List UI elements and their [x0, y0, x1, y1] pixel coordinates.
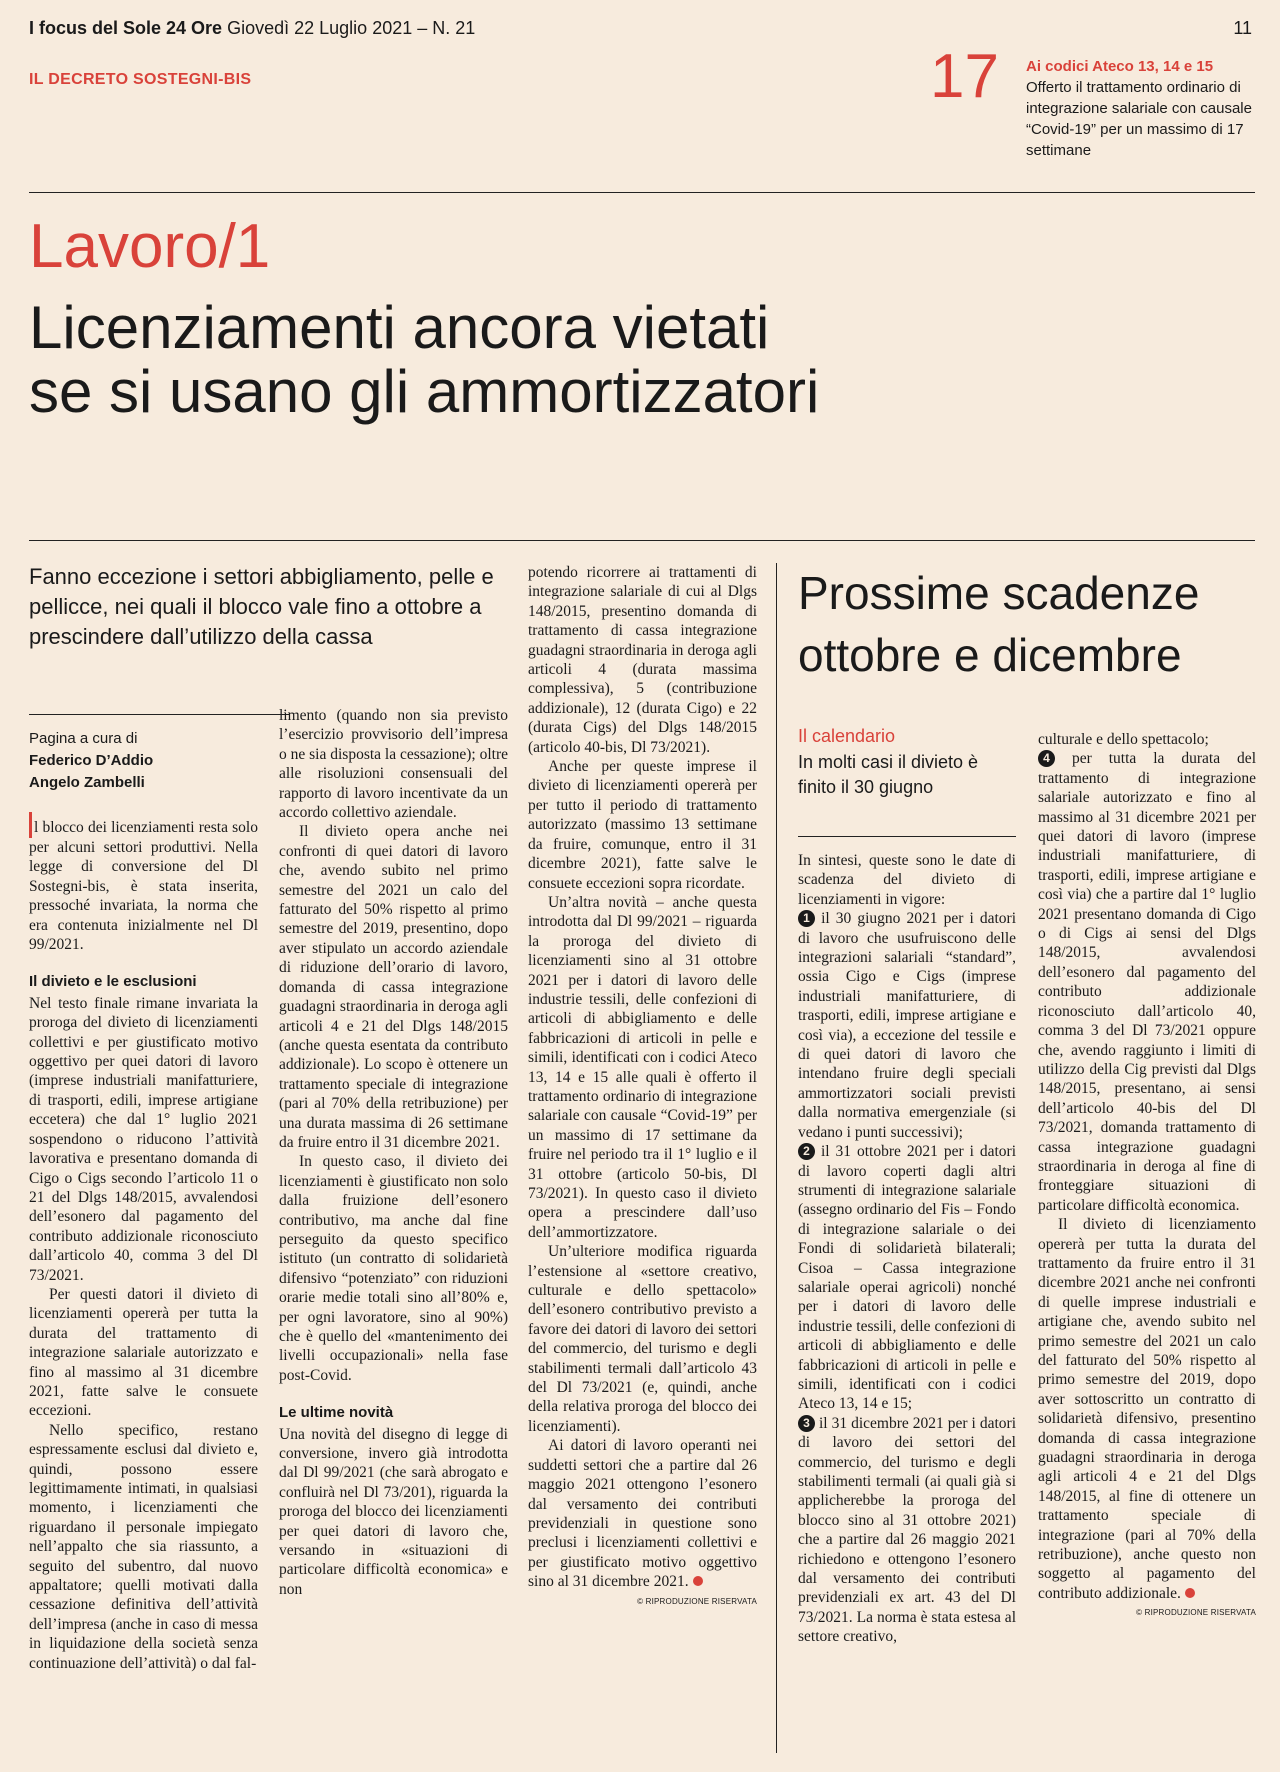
- headline-line-1: Licenziamenti ancora vietati: [29, 294, 770, 361]
- list-item: [798, 1142, 1016, 1414]
- list-item: [798, 909, 1016, 1142]
- paragraph: Nello specifico, restano espressamente esclusi dal divieto e, quindi, possono essere legittimamente intimati, in qualsiasi momento, i licenziamenti che riguardano il personale impiegato nell’appalto che sia riassunto, a seguito del subentro, dal nuovo appaltatore; quelli motivati dalla cessazione definitiva dell’attività dell’impresa (anche in caso di messa in liquidazione della società senza continuazione dell’attività) o dal fal-: [29, 1421, 258, 1672]
- teaser-box: [1026, 56, 1256, 161]
- paragraph: limento (quando non sia previsto l’esercizio provvisorio dell’impresa o ne sia disposta la cessazione); oltre alle risoluzioni consensuali del rapporto di lavoro incentivate da un accordo collettivo aziendale.: [279, 707, 508, 822]
- article-kicker: Lavoro/1: [29, 212, 271, 281]
- list-item: [798, 1414, 1016, 1647]
- calendar-divider: [798, 836, 1016, 837]
- teaser-title: Ai codici Ateco 13, 14 e 15: [1026, 58, 1214, 75]
- author-name: Angelo Zambelli: [29, 774, 145, 791]
- paragraph: In questo caso, il divieto dei licenziamenti è giustificato non solo dalla fruizione dell’esonero contributivo, ma anche dal fine perseguito da questo specifico istituto (un contratto di solidarietà difensivo “potenziato” con riduzioni orarie medie totali sino all’80% e, per ogni lavoratore, sino al 90%) che è quello del «mantenimento dei livelli occupazionali» nella fase post-Covid.: [279, 1153, 508, 1384]
- section-label: IL DECRETO SOSTEGNI-BIS: [29, 71, 252, 88]
- calendar-subtitle: In molti casi il divieto è finito il 30 giugno: [798, 752, 979, 797]
- paragraph: [528, 1436, 757, 1591]
- box-column-1: [798, 851, 1016, 1647]
- paragraph: Per questi datori il divieto di licenziamenti opererà per tutta la durata del trattamento di integrazione salariale autorizzato e fino al massimo al 31 dicembre 2021, fatte salve le consuete eccezioni.: [29, 1285, 258, 1420]
- list-item: [1038, 749, 1256, 1215]
- number-badge: 3: [798, 1415, 815, 1432]
- teaser-text: Offerto il trattamento ordinario di integrazione salariale con causale “Covid-19” per un massimo di 17 settimane: [1026, 79, 1252, 159]
- page-header: [29, 18, 475, 39]
- article-column-2: [279, 706, 508, 1599]
- paragraph: Il divieto opera anche nei confronti di quei datori di lavoro che, avendo subito nel primo semestre del 2021 un calo del fatturato del 50% rispetto al primo semestre del 2019, presentino, dopo aver stipulato un accordo aziendale di riduzione dell’orario di lavoro, domanda di cassa integrazione guadagni straordinaria in deroga agli articoli 4 e 21 del Dlgs 148/2015 (anche questa esentata da contributo addizionale). Lo scopo è ottenere un trattamento speciale di integrazione (pari al 70% della retribuzione) per una durata massima di 26 settimane da fruire entro il 31 dicembre 2021.: [279, 823, 508, 1151]
- paragraph: potendo ricorrere ai trattamenti di integrazione salariale di cui al Dlgs 148/2015, presentino domanda di trattamento di cassa integrazione guadagni straordinaria in deroga agli articoli 4 (durata massima complessiva), 5 (contribuzione addizionale), 12 (durata Cigo) e 22 (durata Cigs) del Dlgs 148/2015 (articolo 40-bis, Dl 73/2021).: [528, 564, 757, 756]
- byline-label: Pagina a cura di: [29, 730, 138, 747]
- copyright-note: © RIPRODUZIONE RISERVATA: [1136, 1608, 1256, 1618]
- paragraph: Nel testo finale rimane invariata la proroga del divieto di licenziamenti collettivi e per giustificato motivo oggettivo per quei datori di lavoro (imprese industriali manifatturiere, di trasporti, edili, imprese artigiane eccetera) che dal 1° luglio 2021 sospendono o riducono l’attività lavorativa e presentano domanda di Cigo o Cigs secondo l’articolo 11 o 21 del Dlgs 148/2015, avvalendosi dell’esonero dal pagamento del contributo addizionale riconosciuto dall’articolo 40, comma 3 del Dl 73/2021.: [29, 994, 258, 1284]
- column-separator: [776, 563, 777, 1753]
- paragraph: Una novità del disegno di legge di conversione, invero già introdotta dal Dl 99/2021 (che sarà abrogato e confluirà nel Dl 73/201), riguarda la proroga del blocco dei licenziamenti per quei datori di lavoro che, versando in «situazioni di particolare difficoltà economica» e non: [279, 1425, 508, 1598]
- top-divider: [29, 192, 1255, 193]
- list-item-text: il 31 dicembre 2021 per i datori di lavoro dei settori del commercio, del turismo e degli stabilimenti termali (ai quali già si applicherebbe la proroga del blocco sino al 31 ottobre 2021) che a partire dal 26 maggio 2021 richiedono e ottengono l’esonero dal versamento dei contributi previdenziali ex art. 43 del Dl 73/2021. La norma è stata estesa al settore creativo,: [798, 1414, 1017, 1646]
- copyright-note: © RIPRODUZIONE RISERVATA: [637, 1596, 757, 1606]
- list-item-text: per tutta la durata del trattamento di integrazione salariale autorizzato e fino al massimo al 31 dicembre 2021 per quei datori di lavoro (imprese industriali manifatturiere, di trasporti, edili, imprese artigiane e così via) che a partire dal 1° luglio 2021 presentano domanda di Cigo o di Cigs ai sensi del Dlgs 148/2015, avvalendosi dell’esonero dal pagamento del contributo addizionale riconosciuto dall’articolo 40, comma 3 del Dl 73/2021 oppure che, avendo raggiunto i limiti di utilizzo della Cig previsti dal Dlgs 148/2015, presentano, ai sensi dell’articolo 40-bis del Dl 73/2021, domanda trattamento di cassa integrazione guadagni straordinaria in deroga al fine di fronteggiare situazioni di particolare difficoltà economica.: [1038, 750, 1256, 1214]
- paragraph: Un’altra novità – anche questa introdotta dal Dl 99/2021 – riguarda la proroga del divieto di licenziamenti sino al 31 ottobre 2021 per i datori di lavoro delle industrie tessili, delle confezioni di articoli di abbigliamento e delle fabbricazioni di articoli in pelle e simili, identificati con i codici Ateco 13, 14 e 15 alle quali è offerto il trattamento ordinario di integrazione salariale con causale “Covid-19” per un massimo di 17 settimane da fruire nel periodo tra il 1° luglio e il 31 ottobre (articolo 50-bis, Dl 73/2021). In questo caso il divieto opera a prescindere dall’uso dell’ammortizzatore.: [528, 893, 757, 1241]
- subheading: Le ultime novità: [279, 1404, 394, 1422]
- paragraph-text: l blocco dei licenziamenti resta solo per alcuni settori produttivi. Nella legge di conversione del Dl Sostegni-bis, è stata inserita, pressoché invariata, la norma che era contenuta inizialmente nel Dl 99/2021.: [29, 819, 258, 954]
- end-mark: [693, 1576, 703, 1586]
- article-column-1: [29, 812, 258, 1673]
- drop-cap-mark: [29, 812, 32, 838]
- paragraph: Un’ulteriore modifica riguarda l’estensione al «settore creativo, culturale e dello spettacolo» dell’esonero contributivo previsto a favore dei datori di lavoro dei settori del commercio, del turismo e degli stabilimenti termali dall’articolo 43 del Dl 73/2021 (e, quindi, anche della relativa proroga del blocco dei licenziamenti).: [528, 1243, 757, 1435]
- byline-divider: [29, 714, 289, 715]
- list-item-text: il 30 giugno 2021 per i datori di lavoro che usufruiscono delle integrazioni salariali “standard”, ossia Cigo e Cigs (imprese industriali manifatturiere, di trasporti, edili, imprese artigiane e così via), a eccezione del tessile e di quei datori di lavoro che intendano fruire degli speciali ammortizzatori sociali previsti dalla normativa emergenziale (si vedano i punti successivi);: [798, 910, 1017, 1141]
- number-badge: 2: [798, 1143, 815, 1160]
- issue-date: Giovedì 22 Luglio 2021 – N. 21: [227, 18, 476, 38]
- paragraph: [29, 812, 258, 954]
- subheading: Il divieto e le esclusioni: [29, 973, 197, 991]
- author-name: Federico D’Addio: [29, 752, 154, 769]
- paragraph: In sintesi, queste sono le date di scadenza del divieto di licenziamenti in vigore:: [798, 852, 1016, 908]
- paragraph: Anche per queste imprese il divieto di licenziamenti opererà per per tutto il periodo di trattamento autorizzato (massimo 13 settimane da fruire, comunque, entro il 31 dicembre 2021), fatte salve le consuete eccezioni sopra ricordate.: [528, 758, 757, 892]
- calendar-label: Il calendario: [798, 726, 896, 746]
- paragraph-text: Ai datori di lavoro operanti nei suddetti settori che a partire dal 26 maggio 2021 ottengono l’esonero dal versamento dei contributi previdenziali in questione sono preclusi i licenziamenti collettivi e per giustificato motivo oggettivo sino al 31 dicembre 2021.: [528, 1437, 757, 1591]
- end-mark: [1185, 1588, 1195, 1598]
- box-title-line-2: ottobre e dicembre: [798, 629, 1182, 681]
- paragraph-text: Il divieto di licenziamento opererà per tutta la durata del trattamento da fruire entro il 31 dicembre 2021 anche nei confronti di quelle imprese industriali e artigiane che, avendo subito nel primo semestre del 2021 un calo del fatturato del 50% rispetto al primo semestre del 2019, dopo aver sottoscritto un contratto di solidarietà difensivo, presentino domanda di cassa integrazione guadagni straordinaria in deroga agli articoli 4 e 21 del Dlgs 148/2015, al fine di ottenere un trattamento speciale di integrazione (pari al 70% della retribuzione), anche questo non soggetto al pagamento del contributo addizionale.: [1038, 1216, 1256, 1602]
- paragraph: [1038, 1215, 1256, 1603]
- byline: [29, 728, 289, 794]
- number-badge: 4: [1038, 750, 1055, 767]
- headline-line-2: se si usano gli ammortizzatori: [29, 358, 820, 425]
- box-column-2: [1038, 730, 1256, 1623]
- box-title: [798, 562, 1258, 686]
- article-headline: [29, 296, 1029, 424]
- paragraph: culturale e dello spettacolo;: [1038, 731, 1209, 748]
- article-column-3: [528, 563, 757, 1611]
- box-title-line-1: Prossime scadenze: [798, 567, 1200, 619]
- list-item-text: il 31 ottobre 2021 per i datori di lavoro coperti dagli altri strumenti di integrazione salariale (assegno ordinario del Fis – Fondo di integrazione salariale o dei Fondi di solidarietà bilaterali; Cisoa – Cassa integrazione salariale operai agricoli) nonché per i datori di lavoro delle industrie tessili, delle confezioni di articoli di abbigliamento e delle fabbricazioni di articoli in pelle e simili, identificati con i codici Ateco 13, 14 e 15;: [798, 1143, 1016, 1413]
- page-number: 11: [1233, 18, 1252, 38]
- number-badge: 1: [798, 910, 815, 927]
- headline-divider: [29, 540, 1255, 541]
- publication-name: I focus del Sole 24 Ore: [29, 18, 223, 38]
- article-deck: Fanno eccezione i settori abbigliamento, pelle e pellicce, nei quali il blocco vale fino a ottobre a prescindere dall’utilizzo della cassa: [29, 564, 494, 649]
- teaser-number: 17: [930, 42, 999, 111]
